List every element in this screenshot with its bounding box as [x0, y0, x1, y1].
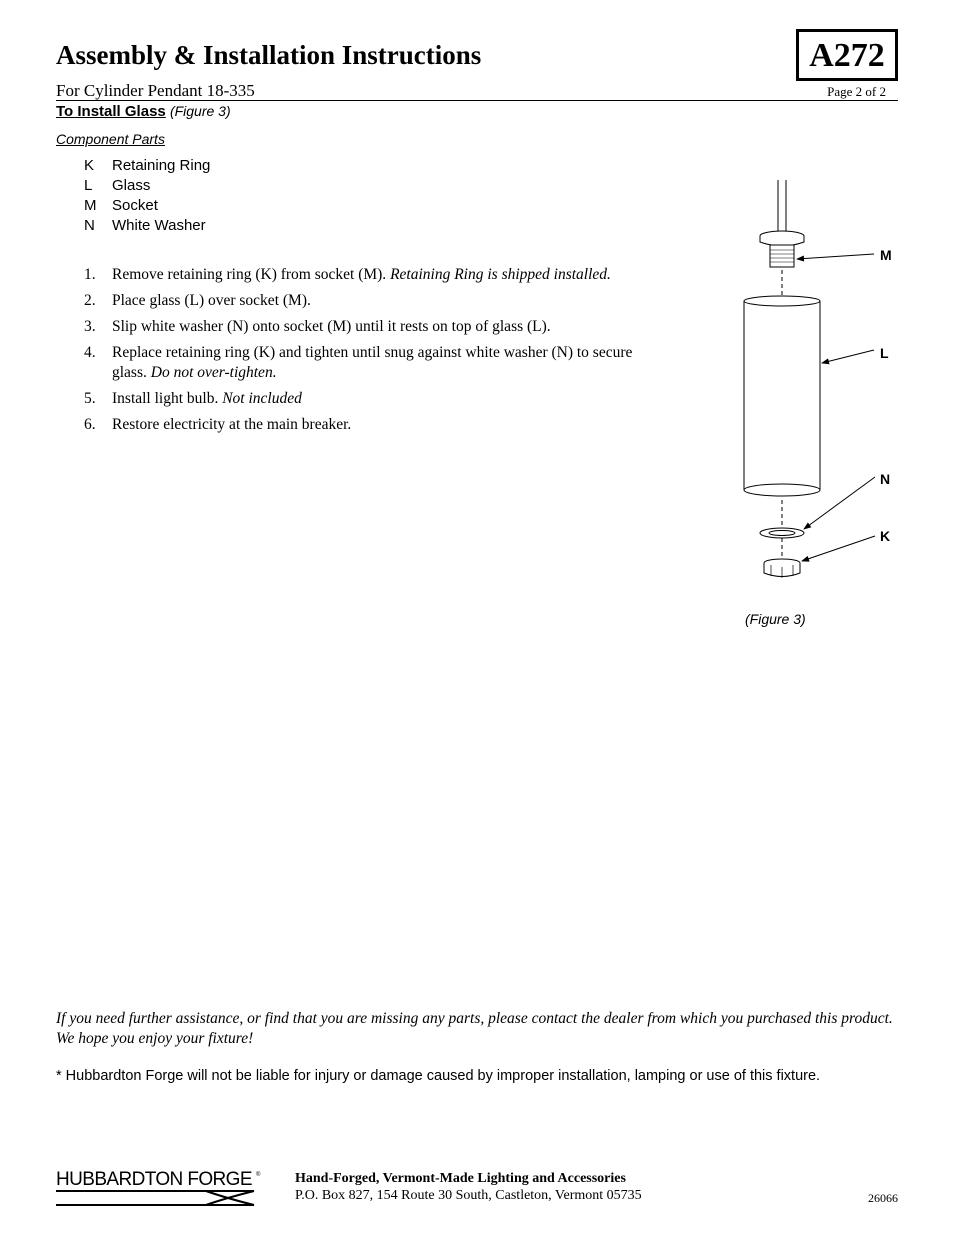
white-washer	[760, 528, 804, 538]
page-title: Assembly & Installation Instructions	[56, 40, 482, 70]
step-item	[84, 415, 684, 435]
part-name: Socket	[112, 197, 158, 214]
step-note: Not included	[222, 390, 302, 407]
pendant-cord	[778, 180, 786, 232]
step-number: 6.	[84, 416, 96, 433]
part-letter: L	[84, 177, 93, 194]
step-item	[84, 343, 684, 383]
glass-cylinder	[744, 296, 820, 496]
header-divider	[56, 100, 898, 101]
registered-mark-icon: ®	[256, 1172, 261, 1178]
step-text: Replace retaining ring (K) and tighten until snug against white washer (N) to secure glass.	[112, 344, 633, 381]
instruction-steps	[84, 265, 684, 441]
step-item	[84, 291, 684, 311]
part-item	[84, 196, 210, 216]
document-code: 26066	[868, 1191, 898, 1205]
step-number: 5.	[84, 390, 96, 407]
company-tagline: Hand-Forged, Vermont-Made Lighting and Accessories	[295, 1171, 626, 1186]
page-indicator: Page 2 of 2	[827, 84, 886, 99]
figure-caption: (Figure 3)	[745, 611, 806, 627]
callout-label-l: L	[880, 345, 889, 361]
logo-wordmark: HUBBARDTON FORGE	[56, 1169, 252, 1190]
component-parts-heading: Component Parts	[56, 131, 165, 147]
step-text: Slip white washer (N) onto socket (M) until it rests on top of glass (L).	[112, 318, 551, 335]
callout-label-n: N	[880, 471, 891, 487]
logo-tongs-icon	[206, 1191, 254, 1205]
part-item	[84, 176, 210, 196]
part-name: Retaining Ring	[112, 157, 211, 174]
company-address: P.O. Box 827, 154 Route 30 South, Castleton, Vermont 05735	[295, 1188, 642, 1203]
step-item	[84, 389, 684, 409]
part-item	[84, 156, 210, 176]
step-number: 4.	[84, 344, 96, 361]
part-name: White Washer	[112, 217, 206, 234]
section-figure-ref: (Figure 3)	[169, 103, 231, 119]
step-item	[84, 265, 684, 285]
step-number: 1.	[84, 266, 96, 283]
socket-part	[760, 231, 804, 267]
assistance-note: If you need further assistance, or find that you are missing any parts, please contact the dealer from which you purchased this product. We hope you enjoy your fixture!	[56, 1010, 893, 1047]
section-heading	[56, 103, 231, 120]
part-item	[84, 216, 210, 236]
component-parts-list	[84, 156, 210, 236]
callout-label-m: M	[880, 247, 892, 263]
step-note: Retaining Ring is shipped installed.	[390, 266, 611, 283]
step-item	[84, 317, 684, 337]
document-number-box: A272	[796, 29, 898, 81]
step-text: Place glass (L) over socket (M).	[112, 292, 311, 309]
part-letter: K	[84, 157, 95, 174]
part-letter: N	[84, 217, 95, 234]
hubbardton-forge-logo	[56, 1166, 266, 1210]
step-number: 2.	[84, 292, 96, 309]
step-number: 3.	[84, 318, 96, 335]
section-heading-text: To Install Glass	[56, 103, 166, 120]
step-text: Restore electricity at the main breaker.	[112, 416, 352, 433]
page-subtitle: For Cylinder Pendant 18-335	[56, 81, 255, 100]
part-name: Glass	[112, 177, 151, 194]
callout-label-k: K	[880, 528, 891, 544]
step-text: Install light bulb.	[112, 390, 223, 407]
liability-disclaimer: * Hubbardton Forge will not be liable for injury or damage caused by improper installation, lamping or use of this fixture.	[56, 1068, 821, 1084]
retaining-ring	[764, 559, 800, 578]
step-text: Remove retaining ring (K) from socket (M).	[112, 266, 391, 283]
step-note: Do not over-tighten.	[150, 364, 277, 381]
part-letter: M	[84, 197, 97, 214]
figure-3-illustration	[730, 170, 920, 590]
